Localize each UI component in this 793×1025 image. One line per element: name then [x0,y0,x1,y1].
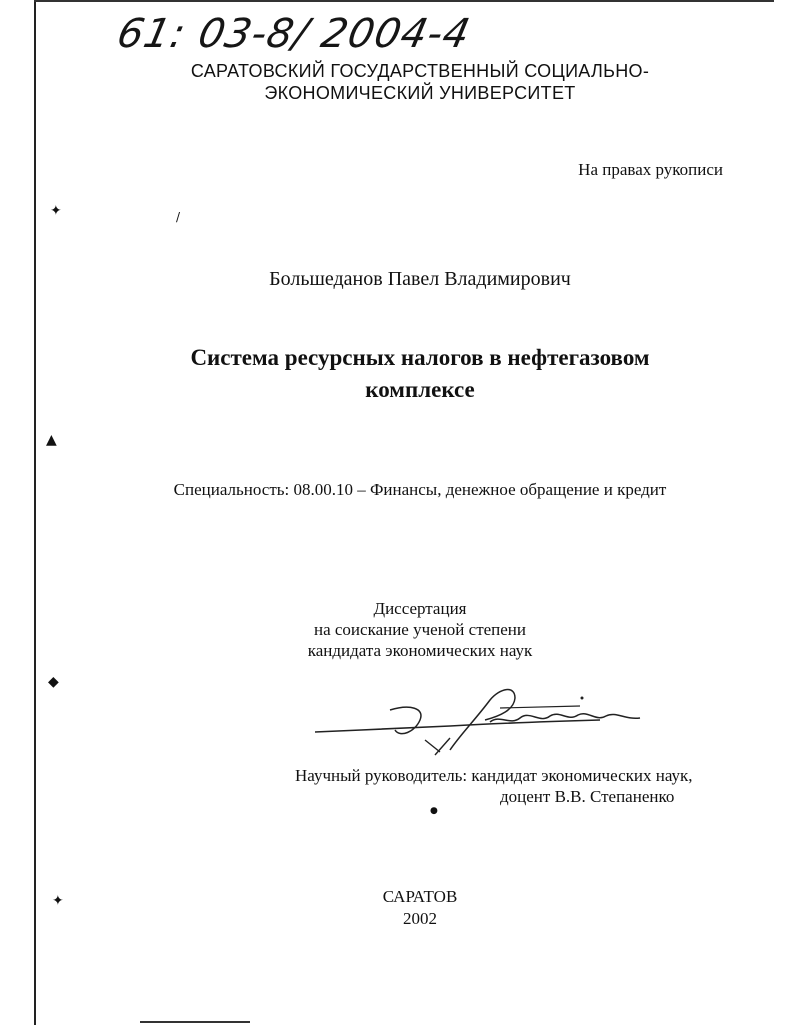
handwritten-archive-code: 61: 03-8/ 2004-4 [113,11,475,57]
dissertation-degree [200,598,640,661]
scan-border-left [34,0,36,1025]
scan-dot-icon: ● [430,806,438,816]
scan-border-top [34,0,774,2]
dissertation-title [120,342,720,406]
supervisor-line2: доцент В.В. Степаненко [500,787,675,806]
university-name-line2: ЭКОНОМИЧЕСКИЙ УНИВЕРСИТЕТ [264,83,576,103]
dissertation-degree-line2: на соискание ученой степени [313,620,527,639]
university-name-line1: САРАТОВСКИЙ ГОСУДАРСТВЕННЫЙ СОЦИАЛЬНО- [190,61,650,81]
signature-icon [300,680,660,760]
year: 2002 [403,909,437,928]
dissertation-title-line1: Система ресурсных налогов в нефтегазовом [190,345,650,370]
city-year [300,886,540,930]
supervisor-line1: Научный руководитель: кандидат экономических наук, [295,766,693,785]
scan-mark-icon: / [176,210,181,224]
dissertation-degree-line1: Диссертация [373,599,467,618]
city: САРАТОВ [382,887,458,906]
dissertation-degree-line3: кандидата экономических наук [307,641,533,660]
dissertation-title-line2: комплексе [365,377,475,402]
university-name [120,60,720,104]
scan-mark-icon: ◆ [48,674,59,690]
specialty: Специальность: 08.00.10 – Финансы, денежное обращение и кредит [173,480,667,499]
scan-mark-icon: ✦ [52,893,64,909]
scan-mark-icon: ▲ [46,432,57,448]
scan-mark-icon: ✦ [50,203,62,219]
scan-border-bottom [140,1021,250,1023]
rights-note: На правах рукописи [578,160,723,179]
author-name: Большеданов Павел Владимирович [269,268,571,290]
